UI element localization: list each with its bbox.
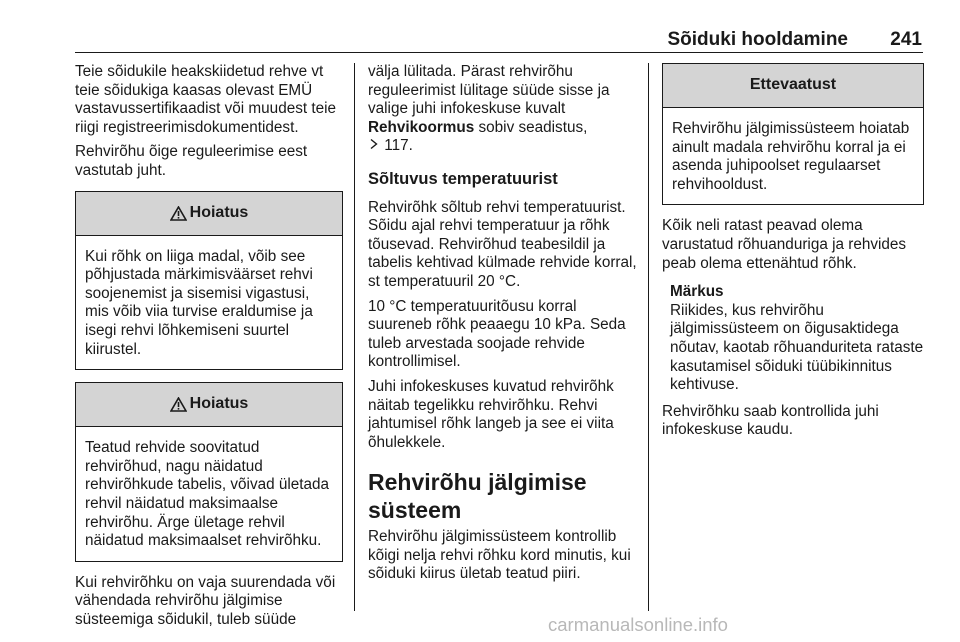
paragraph-approved-tyres: Teie sõidukile heakskiidetud rehve vt teie sõidukiga kaasas olevast EMÜ vastavussertifikaadist või muudest teie riigi registreerimisdokumentidest. (75, 63, 337, 136)
caution-box (662, 63, 924, 205)
paragraph-ignition (368, 63, 638, 156)
warning-box-max-pressure (75, 382, 343, 562)
caution-title: Ettevaatust (749, 76, 837, 94)
column-divider (648, 63, 649, 611)
menu-term-tyre-load: Rehvikoormus (368, 118, 475, 136)
paragraph-adjust-pressure: Kui rehvirõhku on vaja suurendada või vähendada rehvirõhu jälgimise süsteemiga sõidukil, tuleb süüde (75, 573, 336, 628)
text-run: välja lülitada. Pärast rehvirõhu reguleerimist lülitage süüde sisse ja valige juhi infokeskuse kuvalt (368, 63, 610, 118)
header-rule (75, 52, 923, 53)
warning-text: Teatud rehvide soovitatud rehvirõhud, nagu näidatud rehvirõhkude tabelis, võivad ületada rehvil näidatud maksimaalse rehvirõhu. Ärge ületage rehvil näidatud maksimaalset rehvirõhku. (85, 439, 330, 550)
warning-triangle-icon (170, 397, 187, 412)
note-title: Märkus (670, 283, 724, 301)
warning-text: Kui rõhk on liiga madal, võib see põhjustada märkimisväärset rehvi soojenemist ja sisemisi vigastusi, mis võib viia turvise eraldumise ja isegi rehvi lõhkemiseni suurtel kiirustel. (85, 247, 313, 358)
warning-triangle-icon (170, 206, 187, 221)
page-number: 241 (890, 29, 922, 50)
paragraph-temperature: Rehvirõhk sõltub rehvi temperatuurist. Sõidu ajal rehvi temperatuur ja rõhk tõusevad. Rehvirõhud teabesildil ja tabelis kehtivad külmade rehvide korral, st temperatuuril 20 °C. (368, 198, 637, 290)
warning-title: Hoiatus (189, 395, 249, 413)
heading-tpms: Rehvirõhu jälgimise süsteem (368, 469, 587, 524)
page-reference: 117. (384, 137, 413, 155)
column-divider (354, 63, 355, 611)
paragraph-tpms: Rehvirõhu jälgimissüsteem kontrollib kõigi nelja rehvi rõhku kord minutis, kui sõiduki kiirus ületab teatud piiri. (368, 528, 631, 583)
warning-header (76, 383, 342, 427)
text-run: sobiv seadistus, (474, 118, 588, 136)
section-title: Sõiduki hooldamine (667, 29, 848, 50)
paragraph-pressure-sensors: Kõik neli ratast peavad olema varustatud rõhuanduriga ja rehvides peab olema ettenähtud rõhk. (662, 217, 907, 272)
paragraph-dic-pressure: Juhi infokeskuses kuvatud rehvirõhk näitab tegelikku rehvirõhku. Rehvi jahtumisel rõhk langeb ja see ei viita õhulekkele. (368, 377, 614, 451)
column-middle (368, 63, 638, 590)
watermark-text: carmanualsonline.info (548, 614, 728, 635)
caution-header (663, 64, 923, 108)
subheading-temperature: Sõltuvus temperatuurist (368, 169, 558, 188)
paragraph-driver-responsibility: Rehvirõhu õige reguleerimise eest vastutab juht. (75, 143, 308, 179)
note-text: Riikides, kus rehvirõhu jälgimissüsteem on õigusaktidega nõutav, kaotab rõhuanduriteta rataste kasutamisel sõiduki tüübikinnitus kehtivuse. (670, 301, 924, 394)
column-right (662, 63, 924, 446)
page-reference-icon (368, 137, 380, 156)
warning-header (76, 192, 342, 236)
column-left (75, 63, 343, 635)
warning-box-low-pressure (75, 191, 343, 371)
note-block (670, 283, 924, 395)
paragraph-check-via-dic: Rehvirõhku saab kontrollida juhi infokeskuse kaudu. (662, 402, 879, 439)
paragraph-temperature-rise: 10 °C temperatuuritõusu korral suureneb rõhk peaaegu 10 kPa. Seda tuleb arvestada soojade rehvide kontrollimisel. (368, 297, 626, 371)
warning-title: Hoiatus (189, 203, 249, 221)
caution-text: Rehvirõhu jälgimissüsteem hoiatab ainult madala rehvirõhu korral ja ei asenda juhipoolset regulaarset rehvihooldust. (672, 120, 910, 193)
